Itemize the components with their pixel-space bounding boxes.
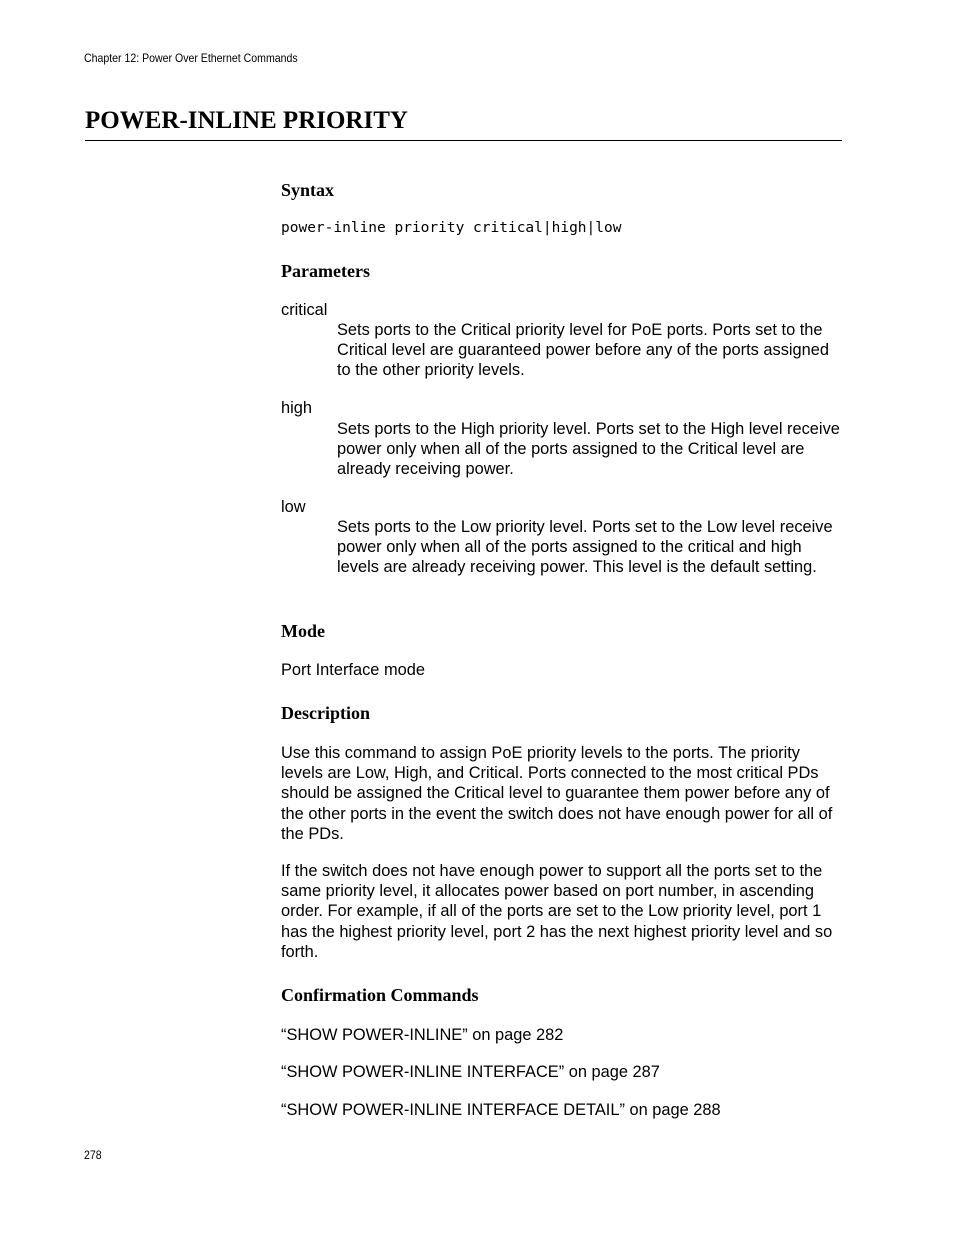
title-rule [85,140,842,141]
confirmation-heading: Confirmation Commands [281,985,479,1005]
mode-text: Port Interface mode [281,661,425,679]
param-desc-critical: Sets ports to the Critical priority level for PoE ports. Ports set to the Critical level are guaranteed power before any of the ports assigned to the other priority levels. [337,321,830,380]
running-header: Chapter 12: Power Over Ethernet Commands [84,51,298,65]
confirmation-ref-show-power-inline-interface[interactable]: “SHOW POWER-INLINE INTERFACE” on page 287 [281,1063,660,1081]
page-number: 278 [84,1148,102,1162]
confirmation-ref-show-power-inline-interface-detail[interactable]: “SHOW POWER-INLINE INTERFACE DETAIL” on page 288 [281,1101,721,1119]
page-title: POWER-INLINE PRIORITY [85,107,408,134]
syntax-heading: Syntax [281,180,335,200]
description-paragraph-2: If the switch does not have enough power to support all the ports set to the same priority level, it allocates power based on port number, in ascending order. For example, if all of the ports are set to the Low priority level, port 1 has the highest priority level, port 2 has the next highest priority level and so forth. [281,862,833,961]
confirmation-ref-show-power-inline[interactable]: “SHOW POWER-INLINE” on page 282 [281,1026,564,1044]
description-heading: Description [281,703,370,723]
parameters-heading: Parameters [281,261,370,281]
param-term-critical: critical [281,301,328,319]
param-term-low: low [281,498,306,516]
param-desc-high: Sets ports to the High priority level. Ports set to the High level receive power only when all of the ports assigned to the Critical level are already receiving power. [337,420,840,479]
param-term-high: high [281,399,312,417]
param-desc-low: Sets ports to the Low priority level. Ports set to the Low level receive power only when all of the ports assigned to the critical and high levels are already receiving power. This level is the default setting. [337,518,833,577]
mode-heading: Mode [281,621,325,641]
syntax-command: power-inline priority critical|high|low [281,220,622,236]
description-paragraph-1: Use this command to assign PoE priority levels to the ports. The priority levels are Low, High, and Critical. Ports connected to the most critical PDs should be assigned the Critical level to guarantee them power before any of the other ports in the event the switch does not have enough power for all of the PDs. [281,744,833,843]
